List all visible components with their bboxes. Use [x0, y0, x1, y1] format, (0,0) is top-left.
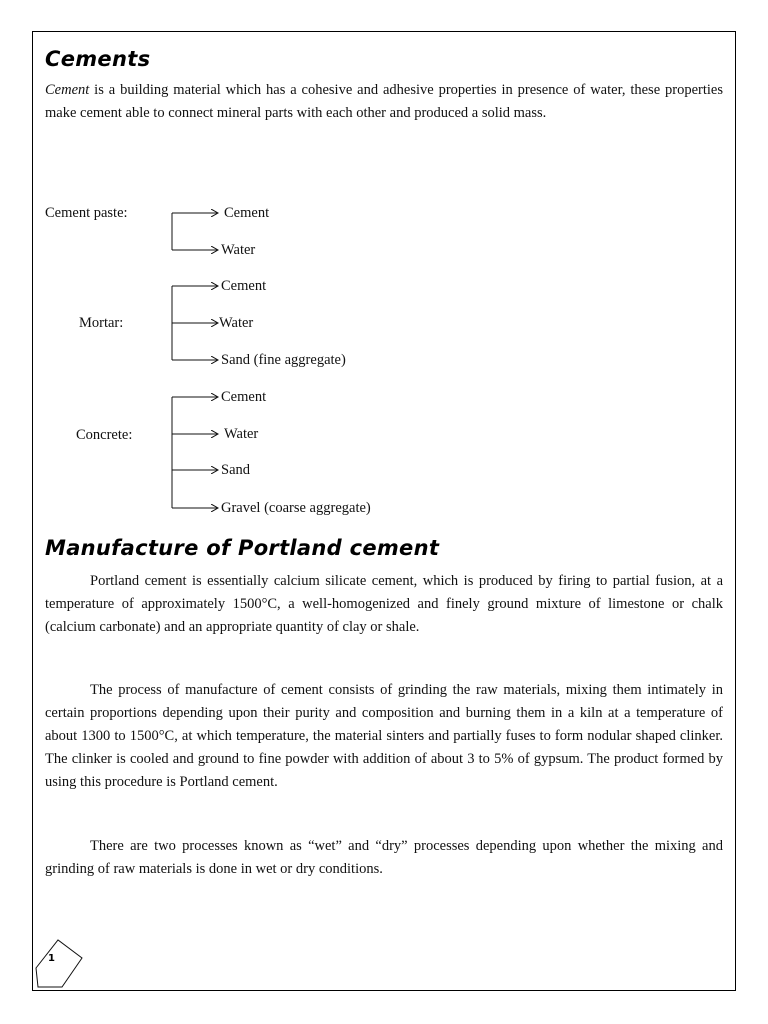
page-number-shape [36, 940, 82, 987]
mortar-item: Water [219, 315, 254, 331]
concrete-item: Cement [221, 389, 267, 405]
section-title-manufacture: Manufacture of Portland cement [45, 536, 440, 560]
mortar-item: Cement [221, 278, 267, 294]
mortar-item: Sand (fine aggregate) [221, 352, 346, 368]
concrete-item: Sand [221, 462, 250, 478]
paragraph: Portland cement is essentially calcium silicate cement, which is produced by firing to partial fusion, at a temperature of approximately 1500°C, a well-homogenized and finely ground mixture of limestone or chalk (calcium carbonate) and an appropriate quantity of clay or shale. [45, 573, 723, 635]
concrete-item: Water [224, 426, 259, 442]
intro-term: Cement [45, 82, 90, 98]
concrete-item: Gravel (coarse aggregate) [221, 500, 371, 516]
paste-item: Water [221, 242, 256, 258]
label-mortar: Mortar: [79, 315, 124, 331]
paragraph: The process of manufacture of cement consists of grinding the raw materials, mixing them intimately in certain proportions depending upon their purity and composition and burning them in a kiln at a temperature of about 1300 to 1500°C, at which temperature, the material sinters and partially fuses to form nodular shaped clinker. The clinker is cooled and ground to fine powder with addition of about 3 to 5% of gypsum. The product formed by using this procedure is Portland cement. [45, 682, 723, 790]
label-cement-paste: Cement paste: [45, 205, 128, 221]
page-number: 1 [48, 953, 55, 964]
paragraph: There are two processes known as “wet” and “dry” processes depending upon whether the mixing and grinding of raw materials is done in wet or dry conditions. [45, 838, 723, 877]
section-title-cements: Cements [45, 47, 151, 71]
label-concrete: Concrete: [76, 427, 133, 443]
intro-text: is a building material which has a cohesive and adhesive properties in presence of water, these properties make cement able to connect mineral parts with each other and produced a solid mass. [45, 82, 723, 121]
paste-item: Cement [224, 205, 270, 221]
